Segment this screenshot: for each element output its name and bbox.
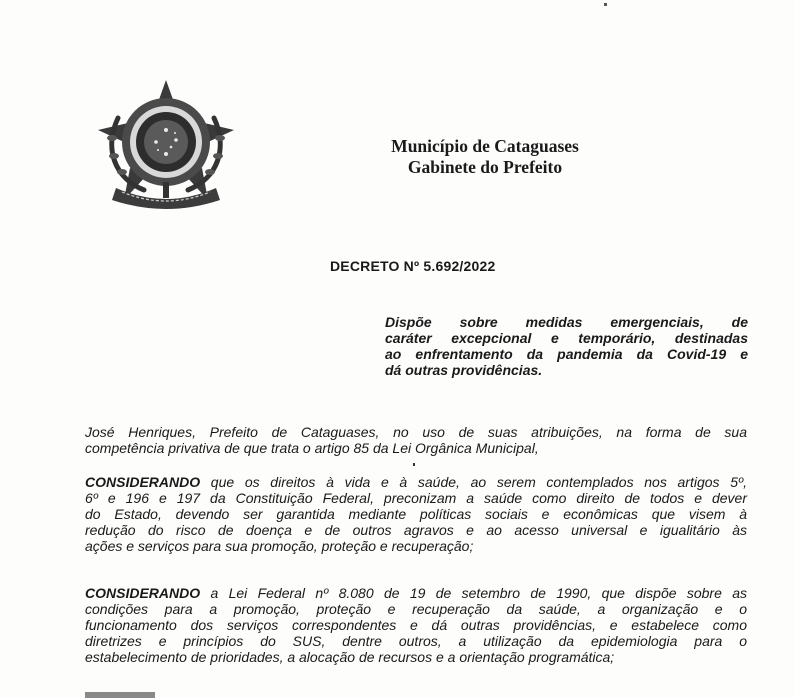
decree-title: DECRETO Nº 5.692/2022 xyxy=(330,258,496,274)
paragraph-text: que os direitos à vida e à saúde, ao serem contemplados nos artigos 5º, xyxy=(200,474,747,490)
summary-line: dá outras providências. xyxy=(385,362,543,378)
paragraph-line: José Henriques, Prefeito de Cataguases, no uso de suas atribuições, na forma de sua xyxy=(85,424,747,440)
paragraph-line: estabelecimento de prioridades, a alocação de recursos e a orientação programática; xyxy=(85,649,615,665)
preamble-paragraph xyxy=(85,424,747,456)
scan-speck xyxy=(413,463,415,466)
summary-line: caráter excepcional e temporário, destinadas xyxy=(385,330,748,346)
paragraph-line: diretrizes e princípios do SUS, dentre outros, a utilização da epidemiologia para o xyxy=(85,633,747,649)
letterhead xyxy=(350,136,620,178)
summary-line: ao enfrentamento da pandemia da Covid-19 e xyxy=(385,346,748,362)
paragraph-line: condições para a promoção, proteção e recuperação da saúde, a organização e o xyxy=(85,601,747,617)
paragraph-line xyxy=(85,585,747,601)
national-coat-of-arms-emblem xyxy=(96,78,236,216)
cut-off-text-fragment xyxy=(85,692,155,698)
municipality-name: Município de Cataguases xyxy=(391,136,579,156)
scan-speck xyxy=(604,3,607,6)
considerando-keyword: CONSIDERANDO xyxy=(85,585,201,601)
decree-summary xyxy=(385,314,748,378)
considerando-keyword: CONSIDERANDO xyxy=(85,474,201,490)
paragraph-line: ações e serviços para sua promoção, proteção e recuperação; xyxy=(85,538,474,554)
paragraph-line xyxy=(85,474,747,490)
summary-line: Dispõe sobre medidas emergenciais, de xyxy=(385,314,748,330)
office-name: Gabinete do Prefeito xyxy=(407,157,563,177)
paragraph-text: a Lei Federal nº 8.080 de 19 de setembro de 1990, que dispõe sobre as xyxy=(200,585,747,601)
paragraph-line: competência privativa de que trata o artigo 85 da Lei Orgânica Municipal, xyxy=(85,440,539,456)
paragraph-line: 6º e 196 e 197 da Constituição Federal, preconizam a saúde como direito de todos e dever xyxy=(85,490,747,506)
paragraph-line: do Estado, devendo ser garantida mediante políticas sociais e econômicas que visem à xyxy=(85,506,747,522)
considerando-paragraph-1 xyxy=(85,474,747,554)
considerando-paragraph-2 xyxy=(85,585,747,665)
paragraph-line: redução do risco de doença e de outros agravos e ao acesso universal e igualitário às xyxy=(85,522,747,538)
paragraph-line: funcionamento dos serviços correspondentes e dá outras providências, e estabelece como xyxy=(85,617,747,633)
